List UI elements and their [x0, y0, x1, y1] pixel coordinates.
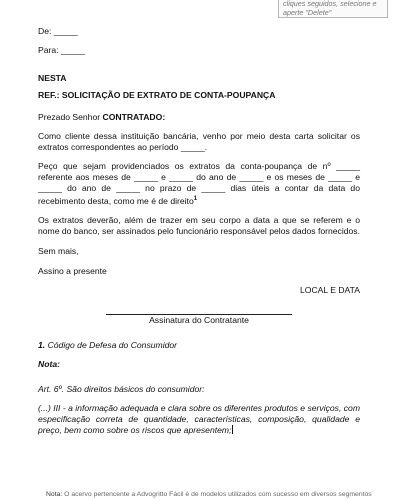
- article-line: Art. 6º. São direitos básicos do consumidor:: [38, 383, 205, 394]
- salutation-prefix: Prezado Senhor: [38, 112, 103, 122]
- to-line: Para: _____: [38, 45, 85, 55]
- signature-caption: Assinatura do Contratante: [149, 314, 249, 325]
- paragraph-1: Como cliente dessa instituição bancária, venho por meio desta carta solicitar os extratos correspondentes ao período _____.: [38, 131, 360, 152]
- footer-text: O acervo pertencente a Advogritto Fácil é de modelos utilizados com sucesso em diversos segmentos: [64, 491, 372, 498]
- page-footer-note: [46, 491, 386, 499]
- footnote-number: 1.: [38, 339, 46, 350]
- article-quote-text: (...) III - a informação adequada e clara sobre os diferentes produtos e serviços, com especificação correta de quantidade, características, composição, qualidade e preço, bem como sobre os riscos que apresentem;: [38, 402, 360, 435]
- footnote-title: Código de Defesa do Consumidor: [47, 339, 178, 350]
- local-e-data: LOCAL E DATA: [299, 284, 360, 295]
- instruction-tip-box: [278, 0, 388, 18]
- text-cursor: [232, 425, 233, 434]
- article-quote: [38, 403, 360, 436]
- nesta-line: NESTA: [38, 73, 67, 83]
- letter-document: [38, 26, 360, 436]
- salutation: [38, 112, 360, 123]
- from-line: De: _____: [38, 26, 78, 36]
- nota-label: Nota:: [38, 358, 60, 369]
- paragraph-2: [38, 161, 360, 207]
- footnote-ref: 1: [193, 196, 198, 202]
- paragraph-2-text: Peço que sejam providenciados os extratos da conta-poupança de nº _____ referente aos meses de _____ e _____ do ano de _____ e os meses de _____ e _____ do ano de _____ no prazo de _____ dias úteis a contar da data do recebimento desta, como me é de direito: [38, 161, 360, 206]
- assino-line: Assino a presente: [38, 265, 107, 276]
- footnote-heading: [38, 340, 360, 351]
- salutation-name: CONTRATADO:: [102, 112, 166, 122]
- tip-text: cliques seguidos, selecione e aperte "Delete": [283, 0, 377, 17]
- paragraph-3: Os extratos deverão, além de trazer em seu corpo a data a que se referem e o nome do banco, ser assinados pelo funcionário responsável pelos dados fornecidos.: [38, 214, 360, 236]
- reference-line: REF.: SOLICITAÇÃO DE EXTRATO DE CONTA-POUPANÇA: [38, 90, 276, 100]
- footer-label: Nota:: [46, 491, 63, 498]
- sem-mais: Sem mais,: [38, 245, 79, 256]
